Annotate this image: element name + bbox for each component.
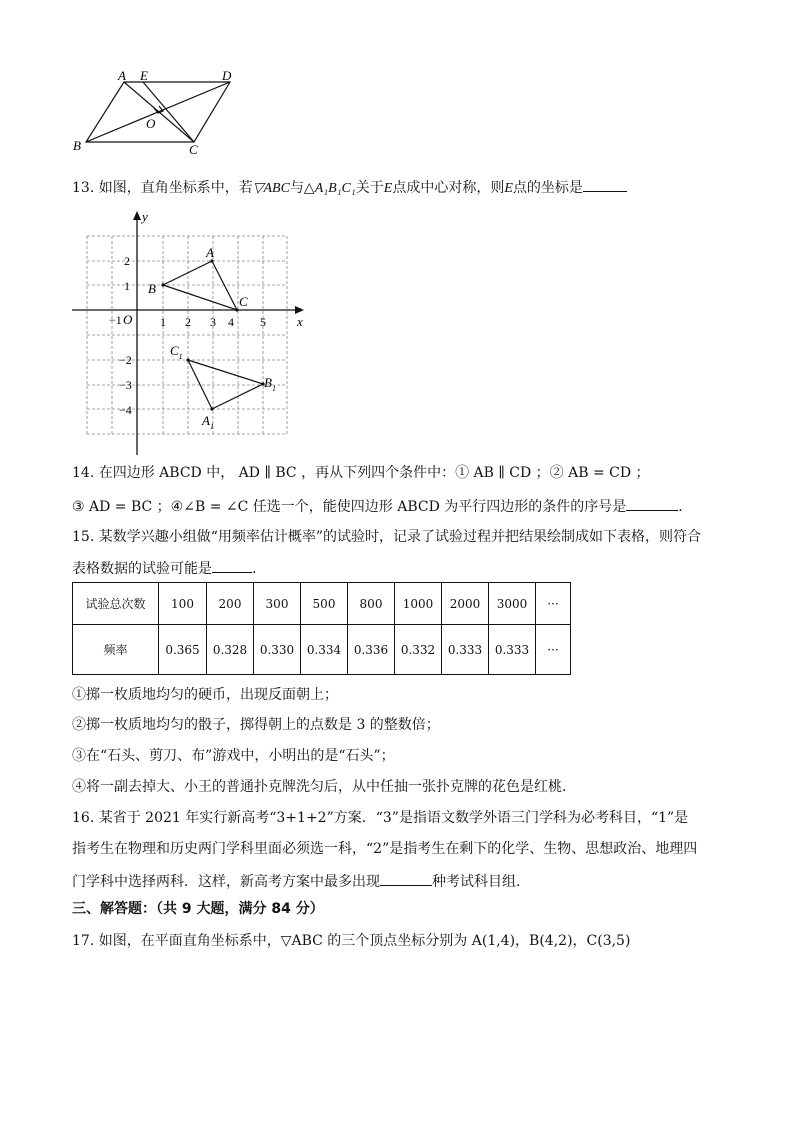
table-row [73,583,571,625]
y-tick: 1 [124,279,130,293]
frequency-table [72,582,571,675]
q13-text-b: 与△ [289,180,315,196]
x-tick: 4 [228,315,234,329]
x-tick: −1 [109,313,122,327]
table-header-cell: 试验总次数 [73,583,159,625]
q13-text-e: 点的坐标是 [512,180,583,196]
q13-text-d: 点成中心对称，则 [392,180,505,196]
q15-end: . [252,561,257,577]
answer-blank-13[interactable] [583,177,627,192]
q15-option-2: ②掷一枚质地均匀的骰子，掷得朝上的点数是 3 的整数倍； [72,717,440,733]
label-D: D [222,68,232,83]
table-cell: 0.333 [489,625,536,675]
point-C-label: C [239,294,248,309]
question-16-line-3 [72,871,520,891]
table-cell: 0.328 [207,625,254,675]
table-cell: 0.332 [395,625,442,675]
table-cell: 300 [254,583,301,625]
table-cell: 2000 [442,583,489,625]
table-cell: 100 [159,583,207,625]
table-cell: 1000 [395,583,442,625]
q15-option-3: ③在“石头、剪刀、布”游戏中，小明出的是“石头”； [72,748,395,764]
q13-point-e2: E [504,181,513,196]
point-B-label: B [148,281,156,296]
question-14-line-2 [72,496,683,516]
y-tick: −2 [119,353,132,367]
x-tick: 2 [185,315,191,329]
axis-x-label: x [297,314,303,329]
section-heading: 三、解答题：（共 9 大题，满分 84 分） [72,901,324,917]
table-cell: ··· [536,583,571,625]
table-cell: 0.365 [159,625,207,675]
parallelogram-figure [68,66,248,158]
table-cell: 500 [301,583,348,625]
answer-blank-16[interactable] [380,871,432,886]
q15-text: 表格数据的试验可能是 [72,561,212,577]
label-E: E [140,68,148,83]
q13-number: 13. [72,180,95,196]
table-row [73,625,571,675]
question-16-line-2: 指考生在物理和历史两门学科里面必须选一科，“2”是指考生在剩下的化学、生物、思想政治、地理四 [72,841,698,857]
y-tick: 2 [124,254,130,268]
q16-text-b: 种考试科目组. [432,874,521,890]
table-cell: 0.334 [301,625,348,675]
q13-text-a: 如图，直角坐标系中，若 [98,180,253,196]
q14-end: . [678,499,683,515]
table-cell: ··· [536,625,571,675]
origin-label: O [123,312,133,327]
label-O: O [146,116,156,131]
q16-text-a: 门学科中选择两科．这样，新高考方案中最多出现 [72,874,380,890]
question-17: 17. 如图，在平面直角坐标系中，▽ABC 的三个顶点坐标分别为 A(1,4)，B(4,2)，C(3,5) [72,933,631,949]
table-cell: 0.333 [442,625,489,675]
y-tick: −3 [119,378,132,392]
question-15-line-2 [72,558,256,578]
q15-option-4: ④将一副去掉大、小王的普通扑克牌洗匀后，从中任抽一张扑克牌的花色是红桃. [72,779,567,795]
table-cell: 3000 [489,583,536,625]
label-B: B [73,138,81,153]
x-tick: 3 [210,315,216,329]
answer-blank-14[interactable] [626,496,678,511]
table-cell: 0.330 [254,625,301,675]
table-header-cell: 频率 [73,625,159,675]
question-13 [72,177,627,198]
q13-text-c: 关于 [355,180,384,196]
q13-triangle-abc: ▽ABC [252,181,290,196]
answer-blank-15[interactable] [212,558,252,573]
point-A1-label: $A_1$ [202,413,214,431]
q13-point-e: E [383,181,393,196]
point-A-label: A [206,245,214,260]
point-B1-label: $B_1$ [264,375,276,393]
table-cell: 200 [207,583,254,625]
coordinate-graph [68,205,318,460]
point-C1-label: $C_1$ [170,343,183,361]
table-cell: 800 [348,583,395,625]
question-15-line-1: 15. 某数学兴趣小组做“用频率估计概率”的试验时，记录了试验过程并把结果绘制成如下表格，则符合 [72,529,702,545]
x-tick: 1 [160,315,166,329]
y-tick: −4 [119,403,132,417]
q13-triangle-a1b1c1: A₁B₁C₁ [314,181,356,196]
table-cell: 0.336 [348,625,395,675]
label-A: A [118,68,126,83]
question-14-line-1: 14. 在四边形 ABCD 中， AD ∥ BC ，再从下列四个条件中：① AB ∥ CD ；② AB = CD ； [72,465,650,481]
question-16-line-1: 16. 某省于 2021 年实行新高考“3+1+2”方案．“3”是指语文数学外语三门学科为必考科目，“1”是 [72,810,689,826]
axis-y-label: y [142,209,148,224]
q15-option-1: ①掷一枚质地均匀的硬币，出现反面朝上； [72,687,338,703]
label-C: C [189,142,198,157]
q14-text: ③ AD = BC ；④∠B = ∠C 任选一个，能使四边形 ABCD 为平行四边形的条件的序号是 [72,499,627,515]
x-tick: 5 [260,315,266,329]
